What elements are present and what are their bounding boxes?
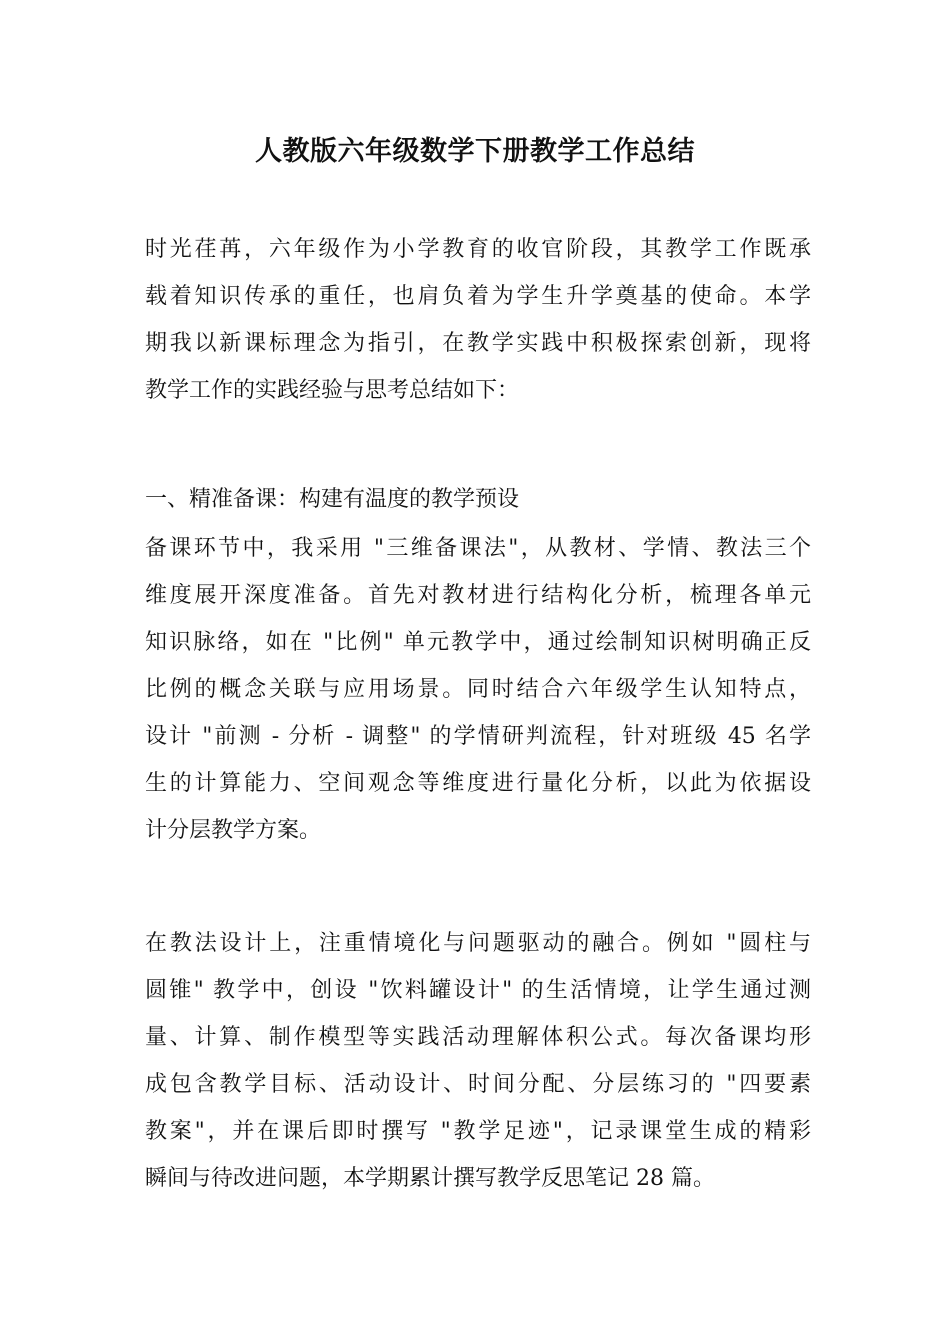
paragraph-line: 知识脉络，如在 "比例" 单元教学中，通过绘制知识树明确正反 — [145, 630, 811, 655]
paragraph-line: 成包含教学目标、活动设计、时间分配、分层练习的 "四要素 — [145, 1072, 811, 1097]
paragraph-line: 计分层教学方案。 — [145, 818, 322, 843]
paragraph-line: 教案"，并在课后即时撰写 "教学足迹"，记录课堂生成的精彩 — [145, 1119, 811, 1144]
paragraph-line: 瞬间与待改进问题，本学期累计撰写教学反思笔记 28 篇。 — [145, 1166, 715, 1191]
paragraph-line: 生的计算能力、空间观念等维度进行量化分析，以此为依据设 — [145, 771, 811, 796]
paragraph-line: 比例的概念关联与应用场景。同时结合六年级学生认知特点， — [145, 677, 811, 702]
paragraph-line: 量、计算、制作模型等实践活动理解体积公式。每次备课均形 — [145, 1025, 811, 1050]
paragraph-line: 维度展开深度准备。首先对教材进行结构化分析，梳理各单元 — [145, 583, 811, 608]
paragraph-line: 设计 "前测 - 分析 - 调整" 的学情研判流程，针对班级 45 名学 — [145, 724, 811, 749]
paragraph-line: 在教法设计上，注重情境化与问题驱动的融合。例如 "圆柱与 — [145, 931, 811, 956]
paragraph-line: 教学工作的实践经验与思考总结如下： — [145, 378, 520, 403]
document-title: 人教版六年级数学下册教学工作总结 — [255, 136, 695, 167]
intro-paragraph — [145, 226, 811, 414]
section-heading: 一、精准备课：构建有温度的教学预设 — [145, 487, 520, 512]
paragraph-line: 时光荏苒，六年级作为小学教育的收官阶段，其教学工作既承 — [145, 237, 811, 262]
paragraph-line: 载着知识传承的重任，也肩负着为学生升学奠基的使命。本学 — [145, 284, 811, 309]
section1-paragraph-2 — [145, 920, 811, 1202]
paragraph-line: 期我以新课标理念为指引，在教学实践中积极探索创新，现将 — [145, 331, 811, 356]
paragraph-line: 备课环节中，我采用 "三维备课法"，从教材、学情、教法三个 — [145, 536, 811, 561]
paragraph-line: 圆锥" 教学中，创设 "饮料罐设计" 的生活情境，让学生通过测 — [145, 978, 811, 1003]
section1-paragraph-1 — [145, 525, 811, 854]
